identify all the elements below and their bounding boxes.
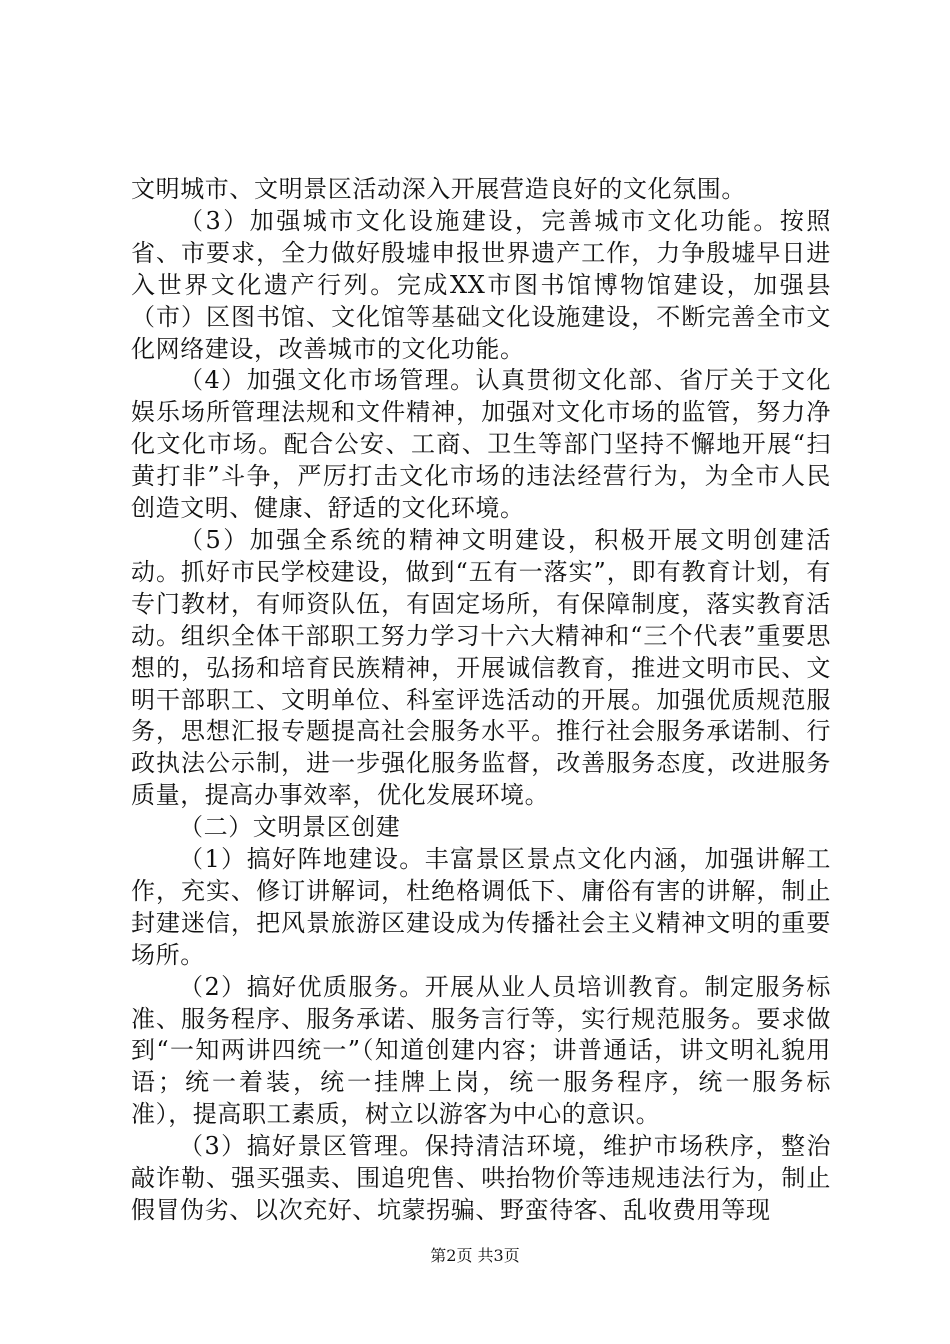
document-body	[131, 174, 831, 1227]
page-footer: 第2页 共3页	[430, 1246, 520, 1265]
paragraph-3: （4）加强文化市场管理。认真贯彻文化部、省厅关于文化娱乐场所管理法规和文件精神，加强对文化市场的监管，努力净化文化市场。配合公安、工商、卫生等部门坚持不懈地开展“扫黄打非”斗争，严厉打击文化市场的违法经营行为，为全市人民创造文明、健康、舒适的文化环境。	[131, 366, 831, 523]
paragraph-4: （5）加强全系统的精神文明建设，积极开展文明创建活动。抓好市民学校建设，做到“五有一落实”，即有教育计划，有专门教材，有师资队伍，有固定场所，有保障制度，落实教育活动。组织全体干部职工努力学习十六大精神和“三个代表”重要思想的，弘扬和培育民族精神，开展诚信教育，推进文明市民、文明干部职工、文明单位、科室评选活动的开展。加强优质规范服务，思想汇报专题提高社会服务水平。推行社会服务承诺制、行政执法公示制，进一步强化服务监督，改善服务态度，改进服务质量，提高办事效率，优化发展环境。	[131, 525, 831, 810]
paragraph-1: 文明城市、文明景区活动深入开展营造良好的文化氛围。	[131, 175, 746, 203]
paragraph-5: （1）搞好阵地建设。丰富景区景点文化内涵，加强讲解工作，充实、修订讲解词，杜绝格调低下、庸俗有害的讲解，制止封建迷信，把风景旅游区建设成为传播社会主义精神文明的重要场所。	[131, 845, 831, 969]
paragraph-6: （2）搞好优质服务。开展从业人员培训教育。制定服务标准、服务程序、服务承诺、服务言行等，实行规范服务。要求做到“一知两讲四统一”（知道创建内容；讲普通话，讲文明礼貌用语；统一着装，统一挂牌上岗，统一服务程序，统一服务标准），提高职工素质，树立以游客为中心的意识。	[131, 972, 831, 1129]
section-heading: （二）文明景区创建	[179, 813, 401, 842]
paragraph-2: （3）加强城市文化设施建设，完善城市文化功能。按照省、市要求，全力做好殷墟申报世界遗产工作，力争殷墟早日进入世界文化遗产行列。完成XX市图书馆博物馆建设，加强县（市）区图书馆、文化馆等基础文化设施建设，不断完善全市文化网络建设，改善城市的文化功能。	[131, 206, 831, 363]
paragraph-7: （3）搞好景区管理。保持清洁环境，维护市场秩序，整治敲诈勒、强买强卖、围追兜售、哄抬物价等违规违法行为，制止假冒伪劣、以次充好、坑蒙拐骗、野蛮待客、乱收费用等现	[131, 1132, 831, 1224]
